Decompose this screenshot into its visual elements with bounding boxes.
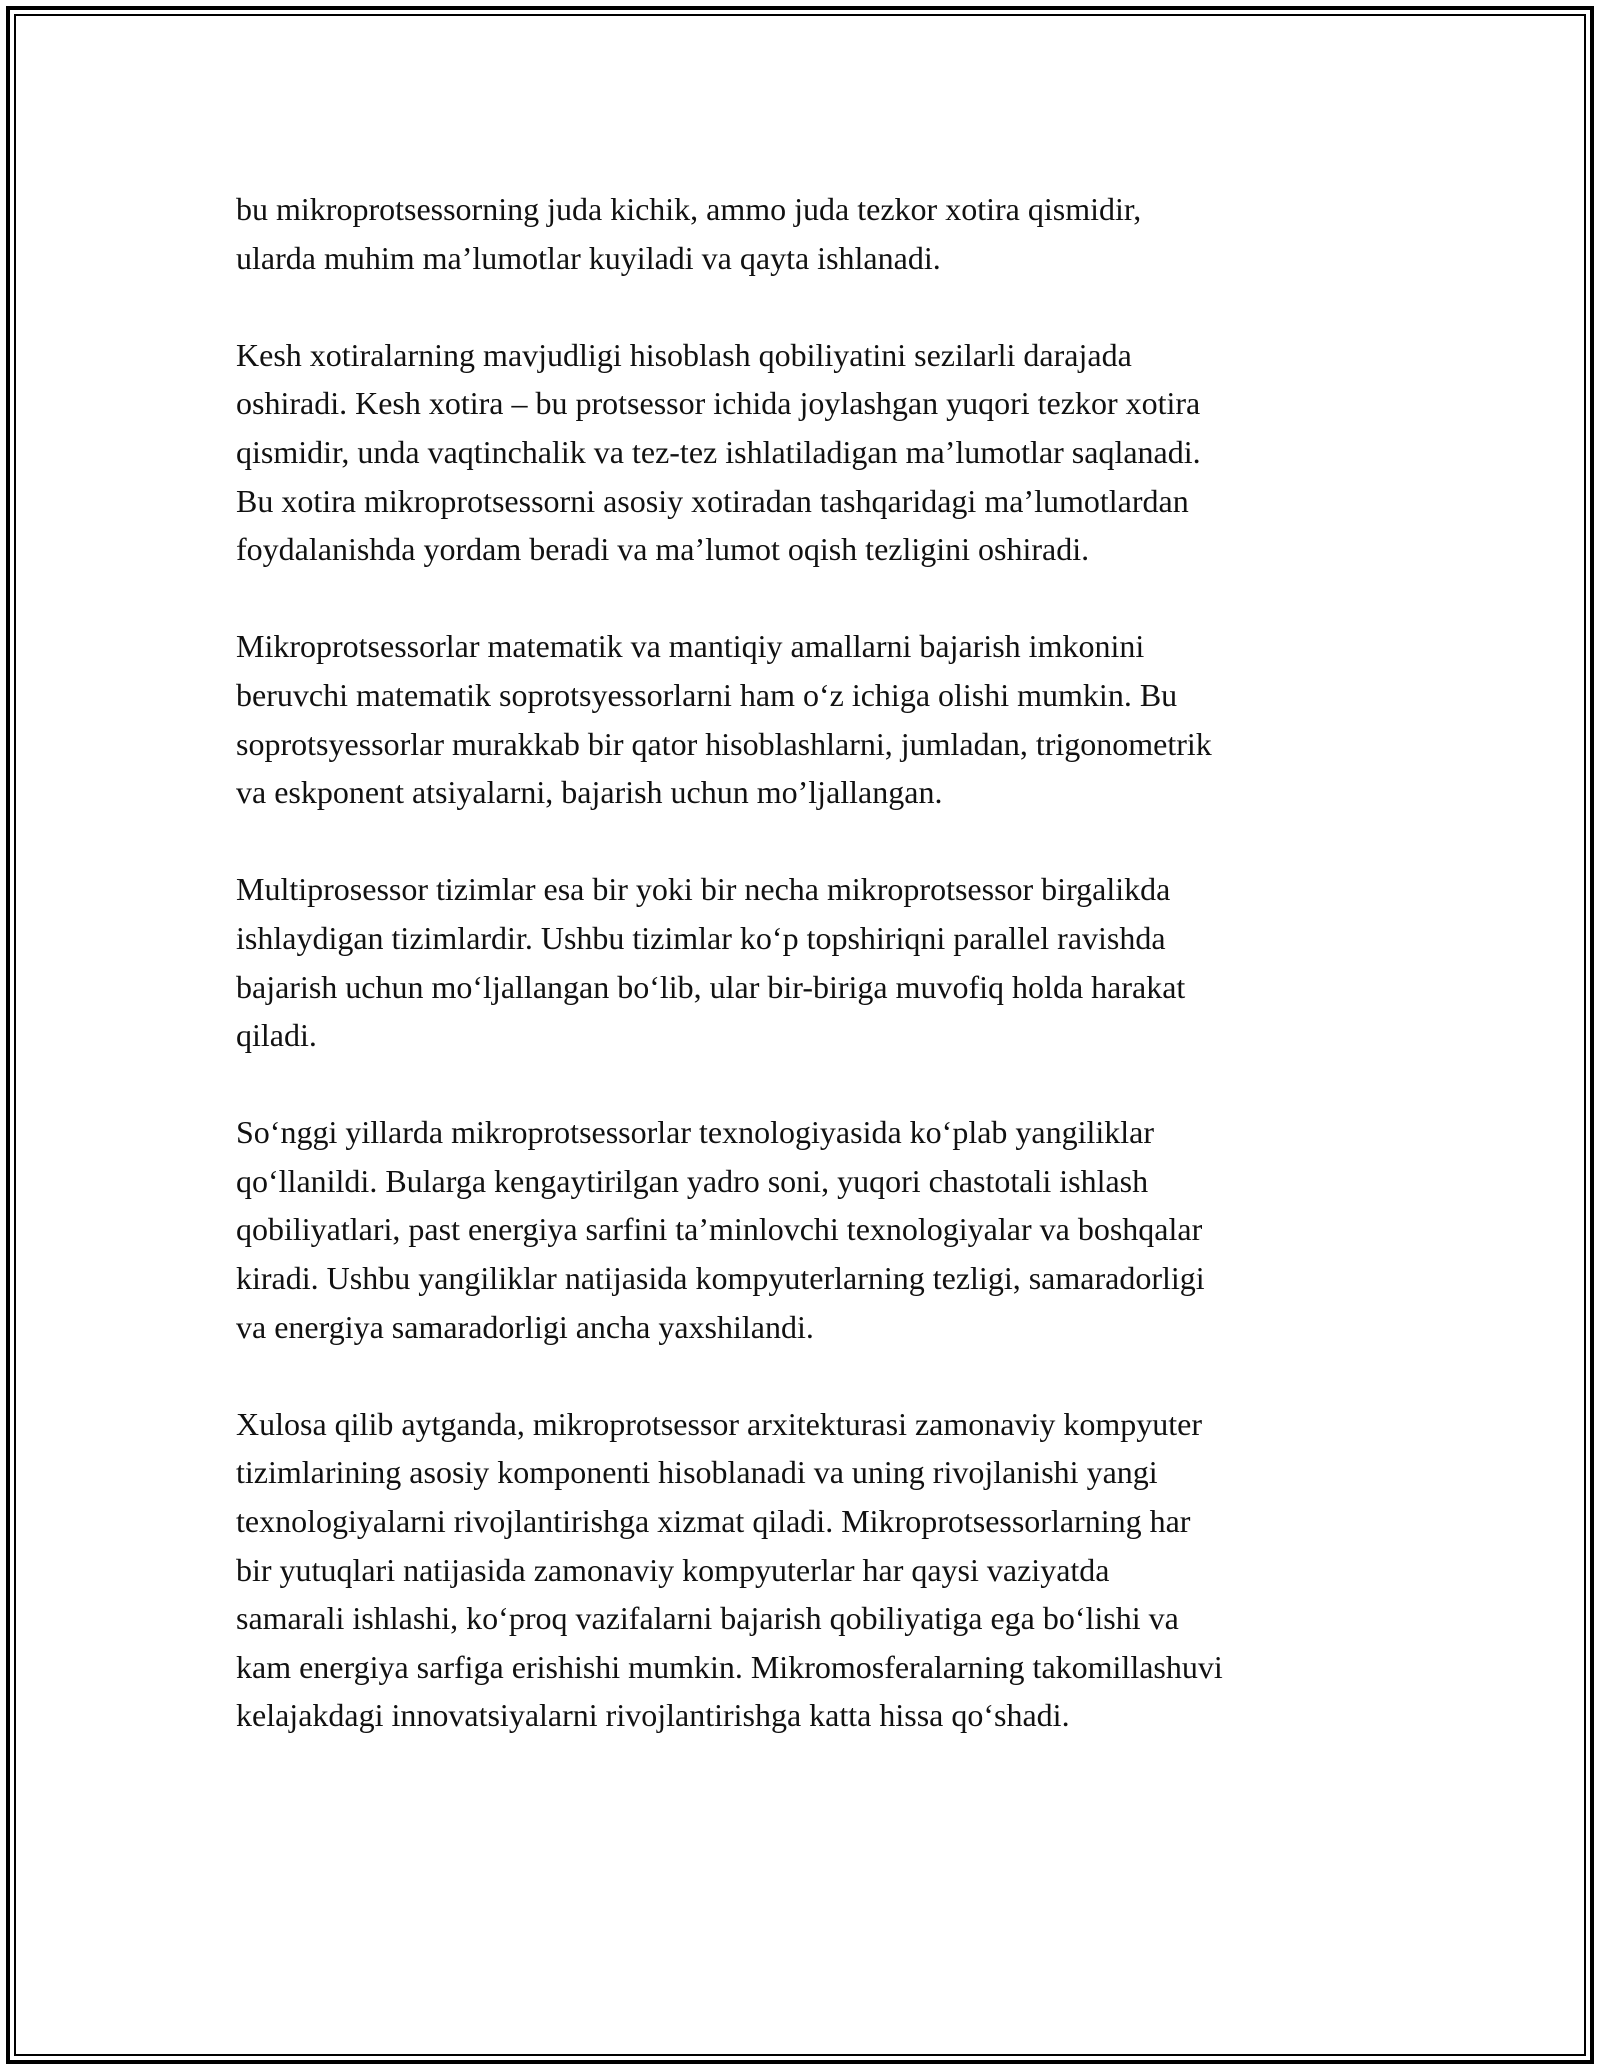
- paragraph-cache-intro: bu mikroprotsessorning juda kichik, ammo juda tezkor xotira qismidir, ularda muhim ma’lumotlar kuyiladi va qayta ishlanadi.: [236, 191, 1142, 276]
- paragraph-recent-innovations: So‘nggi yillarda mikroprotsessorlar texnologiyasida ko‘plab yangiliklar qo‘llanildi. Bularga kengaytirilgan yadro soni, yuqori chastotali ishlash qobiliyatlari, past energiya sarfini ta’minlovchi texnologiyalar va boshqalar kiradi. Ushbu yangiliklar natijasida kompyuterlarning tezligi, samaradorligi va energiya samaradorligi ancha yaxshilandi.: [236, 1114, 1205, 1345]
- document-body: [236, 185, 1376, 1789]
- paragraph-conclusion: Xulosa qilib aytganda, mikroprotsessor arxitekturasi zamonaviy kompyuter tizimlarining asosiy komponenti hisoblanadi va uning rivojlanishi yangi texnologiyalarni rivojlantirishga xizmat qiladi. Mikroprotsessorlarning har bir yutuqlari natijasida zamonaviy kompyuterlar har qaysi vaziyatda samarali ishlashi, ko‘proq vazifalarni bajarish qobiliyatiga ega bo‘lishi va kam energiya sarfiga erishishi mumkin. Mikromosferalarning takomillashuvi kelajakdagi innovatsiyalarni rivojlantirishga katta hissa qo‘shadi.: [236, 1405, 1223, 1734]
- paragraph-cache-memory: Kesh xotiralarning mavjudligi hisoblash qobiliyatini sezilarli darajada oshiradi. Kesh xotira – bu protsessor ichida joylashgan yuqori tezkor xotira qismidir, unda vaqtinchalik va tez-tez ishlatiladigan ma’lumotlar saqlanadi. Bu xotira mikroprotsessorni asosiy xotiradan tashqaridagi ma’lumotlardan foydalanishda yordam beradi va ma’lumot oqish tezligini oshiradi.: [236, 336, 1201, 568]
- paragraph-coprocessors: Mikroprotsessorlar matematik va mantiqiy amallarni bajarish imkonini beruvchi matematik soprotsyessorlarni ham o‘z ichiga olishi mumkin. Bu soprotsyessorlar murakkab bir qator hisoblashlarni, jumladan, trigonometrik va eskponent atsiyalarni, bajarish uchun mo’ljallangan.: [236, 628, 1212, 811]
- paragraph-multiprocessor: Multiprosessor tizimlar esa bir yoki bir necha mikroprotsessor birgalikda ishlaydigan tizimlardir. Ushbu tizimlar ko‘p topshiriqni parallel ravishda bajarish uchun mo‘ljallangan bo‘lib, ular bir-biriga muvofiq holda harakat qiladi.: [236, 871, 1186, 1054]
